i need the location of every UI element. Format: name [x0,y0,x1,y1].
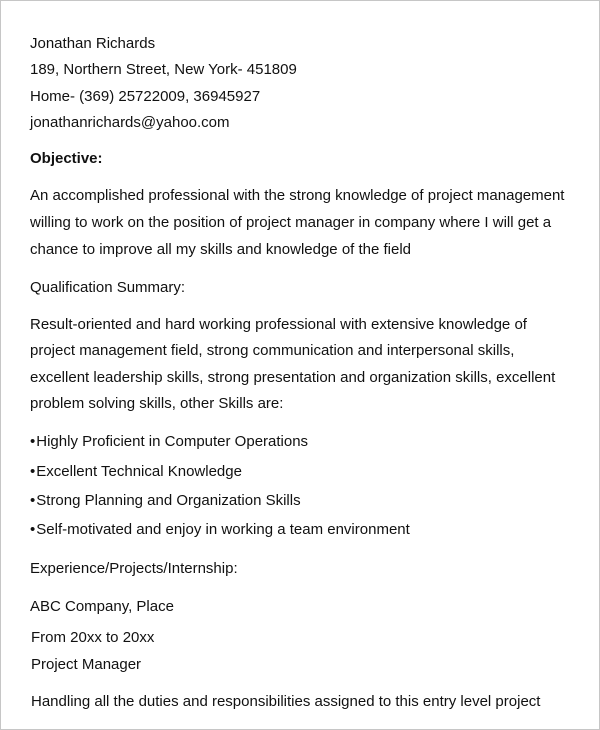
contact-phone: Home- (369) 25722009, 36945927 [30,88,261,105]
experience-company: ABC Company, Place [30,598,174,615]
skill-text: Self-motivated and enjoy in working a team environment [36,521,410,538]
contact-name: Jonathan Richards [30,35,156,52]
objective-line: willing to work on the position of project manager in company where I will get a [30,214,552,231]
objective-line: chance to improve all my skills and knowledge of the field [30,241,412,258]
qualification-line: problem solving skills, other Skills are: [30,395,284,412]
bullet-icon: • [30,463,36,480]
qualification-heading: Qualification Summary: [30,279,186,296]
experience-heading: Experience/Projects/Internship: [30,560,238,577]
skill-list-item [30,433,308,451]
objective-heading: Objective: [30,150,103,167]
experience-description: Handling all the duties and responsibilities assigned to this entry level project [31,693,541,710]
bullet-icon: • [30,521,36,538]
contact-address: 189, Northern Street, New York- 451809 [30,61,297,78]
skill-list-item [30,521,410,539]
skill-text: Strong Planning and Organization Skills [36,492,301,509]
skill-list-item [30,492,301,510]
experience-role: Project Manager [31,656,142,673]
skill-text: Highly Proficient in Computer Operations [36,433,309,450]
experience-period: From 20xx to 20xx [31,629,155,646]
bullet-icon: • [30,433,36,450]
contact-email: jonathanrichards@yahoo.com [30,114,230,131]
skill-text: Excellent Technical Knowledge [36,463,242,480]
qualification-line: excellent leadership skills, strong presentation and organization skills, excellent [30,369,556,386]
objective-line: An accomplished professional with the strong knowledge of project management [30,187,565,204]
qualification-line: Result-oriented and hard working professional with extensive knowledge of [30,316,527,333]
bullet-icon: • [30,492,36,509]
qualification-line: project management field, strong communication and interpersonal skills, [30,342,515,359]
skill-list-item [30,463,242,481]
